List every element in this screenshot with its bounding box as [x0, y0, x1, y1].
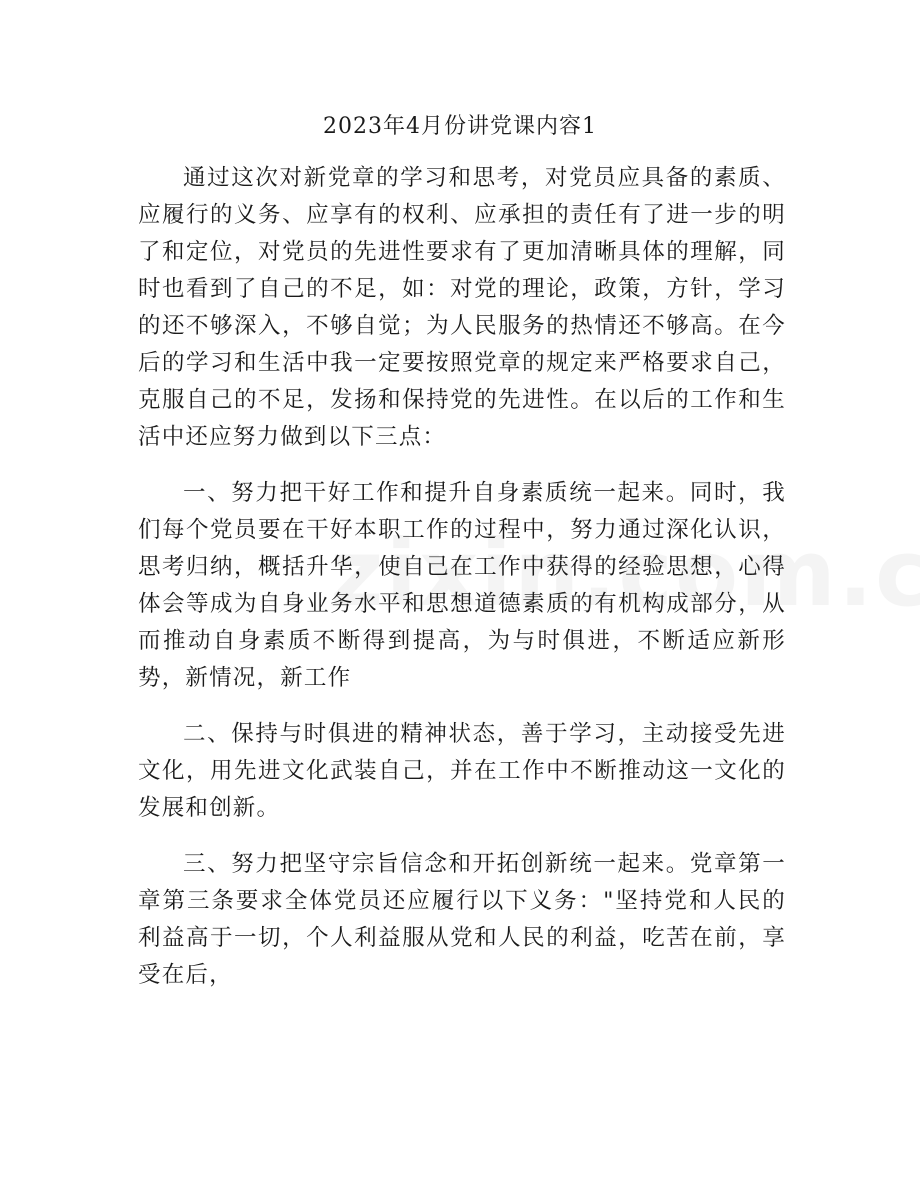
- paragraph-point-two: 二、保持与时俱进的精神状态，善于学习，主动接受先进文化，用先进文化武装自己，并在工作中不断推动这一文化的发展和创新。: [138, 721, 786, 821]
- paragraph-point-three: 三、努力把坚守宗旨信念和开拓创新统一起来。党章第一章第三条要求全体党员还应履行以下义务："坚持党和人民的利益高于一切，个人利益服从党和人民的利益，吃苦在前，享受在后，: [138, 851, 786, 988]
- document-body: [138, 160, 786, 1013]
- paragraph-point-one: 一、努力把干好工作和提升自身素质统一起来。同时，我们每个党员要在干好本职工作的过程中，努力通过深化认识，思考归纳，概括升华，使自己在工作中获得的经验思想，心得体会等成为自身业务水平和思想道德素质的有机构成部分，从而推动自身素质不断得到提高，为与时俱进，不断适应新形势，新情况，新工作: [138, 480, 786, 691]
- document-title: 2023年4月份讲党课内容1: [323, 114, 597, 139]
- paragraph-intro: 通过这次对新党章的学习和思考，对党员应具备的素质、应履行的义务、应享有的权利、应承担的责任有了进一步的明了和定位，对党员的先进性要求有了更加清晰具体的理解，同时也看到了自己的不足，如：对党的理论，政策，方针，学习的还不够深入，不够自觉；为人民服务的热情还不够高。在今后的学习和生活中我一定要按照党章的规定来严格要求自己，克服自己的不足，发扬和保持党的先进性。在以后的工作和生活中还应努力做到以下三点：: [138, 165, 786, 450]
